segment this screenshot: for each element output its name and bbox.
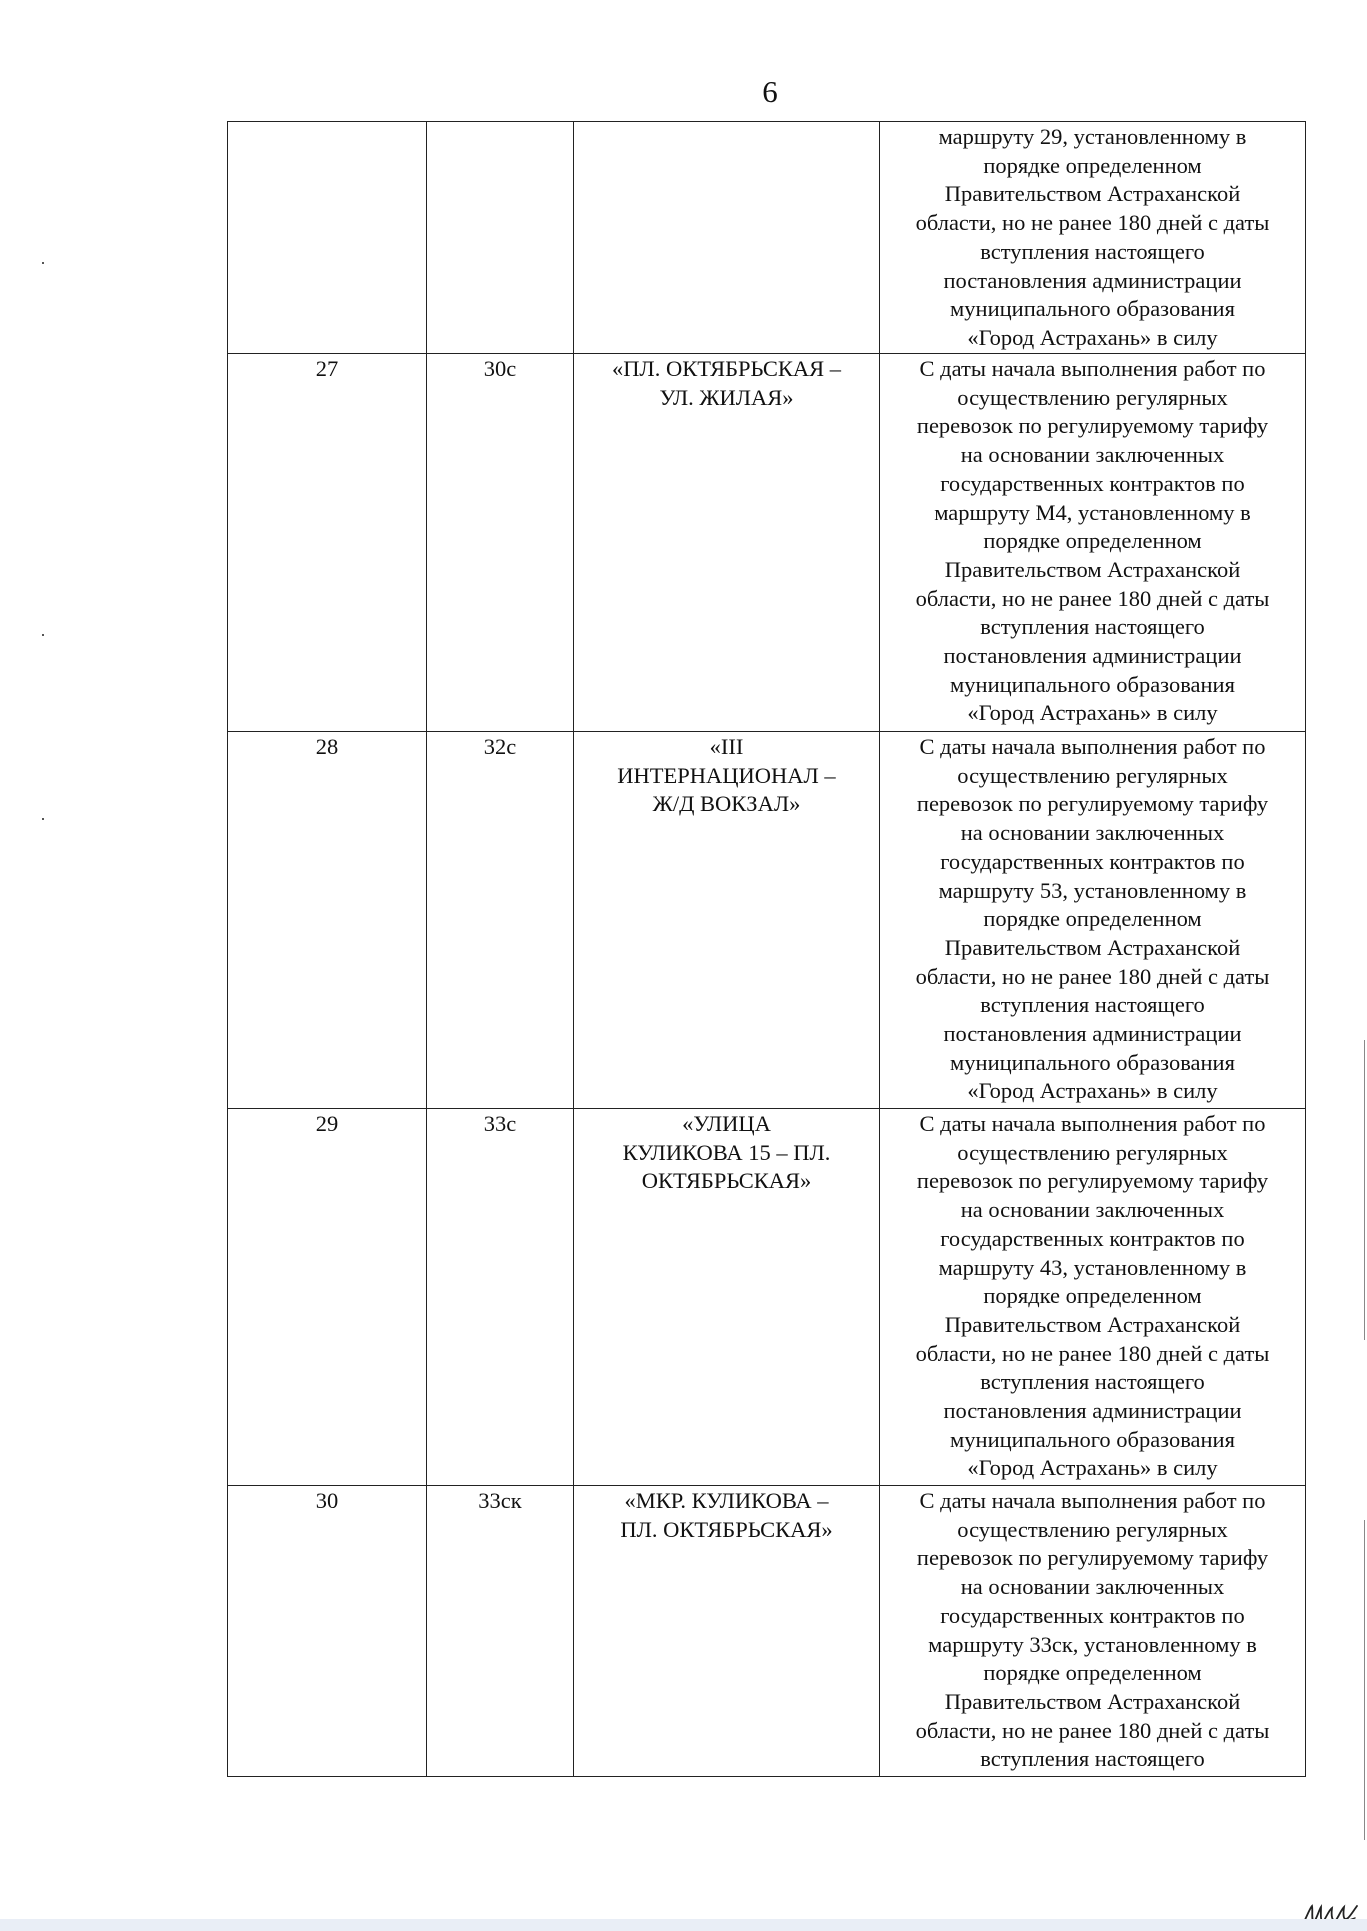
cell-text-line: Правительством Астраханской [944, 934, 1241, 960]
cell-number: 28 [228, 732, 427, 1109]
cell-text-line: «Город Астрахань» в силу [967, 324, 1218, 350]
table-row [228, 122, 1306, 354]
cell-text-line: области, но не ранее 180 дней с даты [915, 1717, 1270, 1743]
cell-text-line: маршруту 29, установленному в [938, 124, 1247, 149]
scan-mark [42, 262, 44, 264]
cell-route-name [574, 1109, 880, 1486]
cell-text-line: постановления администрации [943, 1398, 1242, 1424]
cell-text-line: государственных контрактов по [940, 470, 1245, 496]
cell-text-line: муниципального образования [950, 671, 1235, 697]
cell-terms [880, 1109, 1306, 1486]
cell-text-line: вступления настоящего [980, 614, 1205, 640]
cell-route-name [574, 732, 880, 1109]
cell-text-line: осуществлению регулярных [957, 1139, 1228, 1165]
cell-text-line: С даты начала выполнения работ по [919, 734, 1266, 759]
cell-route-name [574, 354, 880, 732]
cell-route-name [574, 1486, 880, 1777]
cell-text-line: порядке определенном [983, 528, 1202, 554]
cell-text-line: «УЛИЦА [682, 1111, 771, 1136]
cell-text-line: области, но не ранее 180 дней с даты [915, 1340, 1270, 1366]
cell-text-line: муниципального образования [950, 296, 1235, 322]
scan-edge-line [1364, 1520, 1365, 1840]
cell-text-line: муниципального образования [950, 1049, 1235, 1075]
cell-text-line: на основании заключенных [960, 820, 1225, 846]
cell-text-line: перевозок по регулируемому тарифу [916, 1545, 1269, 1571]
cell-text-line: КУЛИКОВА 15 – ПЛ. [622, 1139, 831, 1165]
cell-route-code: 32с [427, 732, 574, 1109]
cell-text-line: «Город Астрахань» в силу [967, 1455, 1218, 1481]
cell-text-line: осуществлению регулярных [957, 384, 1228, 410]
cell-route-name [574, 122, 880, 354]
scan-mark [42, 818, 44, 820]
cell-text-line: Правительством Астраханской [944, 556, 1241, 582]
cell-text-line: маршруту 53, установленному в [938, 877, 1247, 903]
cell-text-line: перевозок по регулируемому тарифу [916, 1168, 1269, 1194]
cell-text-line: на основании заключенных [960, 1574, 1225, 1600]
cell-route-code: 33ск [427, 1486, 574, 1777]
cell-text-line: осуществлению регулярных [957, 762, 1228, 788]
page-number: 6 [762, 74, 778, 109]
routes-table-body [228, 122, 1306, 1777]
cell-route-code [427, 122, 574, 354]
cell-text-line: области, но не ранее 180 дней с даты [915, 963, 1270, 989]
table-row [228, 354, 1306, 732]
cell-terms [880, 122, 1306, 354]
table-row [228, 732, 1306, 1109]
cell-text-line: вступления настоящего [980, 238, 1205, 264]
cell-number [228, 122, 427, 354]
viewer-bottom-strip [0, 1919, 1367, 1931]
cell-text-line: ИНТЕРНАЦИОНАЛ – [617, 762, 836, 788]
cell-text-line: УЛ. ЖИЛАЯ» [659, 384, 794, 410]
cell-terms [880, 354, 1306, 732]
cell-text-line: государственных контрактов по [940, 1602, 1245, 1628]
cell-text-line: «МКР. КУЛИКОВА – [624, 1488, 829, 1513]
cell-number: 29 [228, 1109, 427, 1486]
cell-text-line: маршруту 33ск, установленному в [928, 1631, 1257, 1657]
routes-table [227, 121, 1306, 1777]
cell-text-line: Правительством Астраханской [944, 181, 1241, 207]
cell-text-line: Правительством Астраханской [944, 1688, 1241, 1714]
cell-text-line: «III [709, 734, 744, 759]
table-row [228, 1109, 1306, 1486]
cell-text-line: постановления администрации [943, 267, 1242, 293]
cell-text-line: порядке определенном [983, 906, 1202, 932]
cell-terms [880, 1486, 1306, 1777]
cell-text-line: перевозок по регулируемому тарифу [916, 791, 1269, 817]
cell-text-line: вступления настоящего [980, 1369, 1205, 1395]
cell-text-line: маршруту М4, установленному в [934, 499, 1251, 525]
cell-text-line: осуществлению регулярных [957, 1516, 1228, 1542]
cell-text-line: области, но не ранее 180 дней с даты [915, 210, 1270, 236]
cell-text-line: государственных контрактов по [940, 848, 1245, 874]
cell-text-line: постановления администрации [943, 643, 1242, 669]
cell-text-line: вступления настоящего [980, 992, 1205, 1018]
cell-route-code: 33с [427, 1109, 574, 1486]
scan-mark [42, 634, 44, 636]
cell-text-line: С даты начала выполнения работ по [919, 1111, 1266, 1136]
cell-text-line: постановления администрации [943, 1021, 1242, 1047]
cell-text-line: ОКТЯБРЬСКАЯ» [641, 1168, 812, 1194]
cell-text-line: маршруту 43, установленному в [938, 1254, 1247, 1280]
cell-number: 30 [228, 1486, 427, 1777]
cell-text-line: «Город Астрахань» в силу [967, 1078, 1218, 1104]
cell-text-line: «Город Астрахань» в силу [967, 700, 1218, 726]
cell-text-line: вступления настоящего [980, 1746, 1205, 1772]
cell-text-line: ПЛ. ОКТЯБРЬСКАЯ» [620, 1516, 833, 1542]
cell-text-line: порядке определенном [983, 1283, 1202, 1309]
cell-text-line: на основании заключенных [960, 1197, 1225, 1223]
cell-terms [880, 732, 1306, 1109]
cell-text-line: на основании заключенных [960, 442, 1225, 468]
cell-number: 27 [228, 354, 427, 732]
cell-text-line: порядке определенном [983, 1660, 1202, 1686]
cell-text-line: «ПЛ. ОКТЯБРЬСКАЯ – [611, 356, 842, 381]
cell-text-line: С даты начала выполнения работ по [919, 1488, 1266, 1513]
cell-text-line: муниципального образования [950, 1426, 1235, 1452]
cell-route-code: 30с [427, 354, 574, 732]
cell-text-line: порядке определенном [983, 152, 1202, 178]
table-row [228, 1486, 1306, 1777]
cell-text-line: государственных контрактов по [940, 1225, 1245, 1251]
cell-text-line: Ж/Д ВОКЗАЛ» [652, 791, 801, 817]
scan-edge-line [1364, 1040, 1365, 1340]
cell-text-line: перевозок по регулируемому тарифу [916, 413, 1269, 439]
cell-text-line: Правительством Астраханской [944, 1311, 1241, 1337]
cell-text-line: С даты начала выполнения работ по [919, 356, 1266, 381]
cell-text-line: области, но не ранее 180 дней с даты [915, 585, 1270, 611]
